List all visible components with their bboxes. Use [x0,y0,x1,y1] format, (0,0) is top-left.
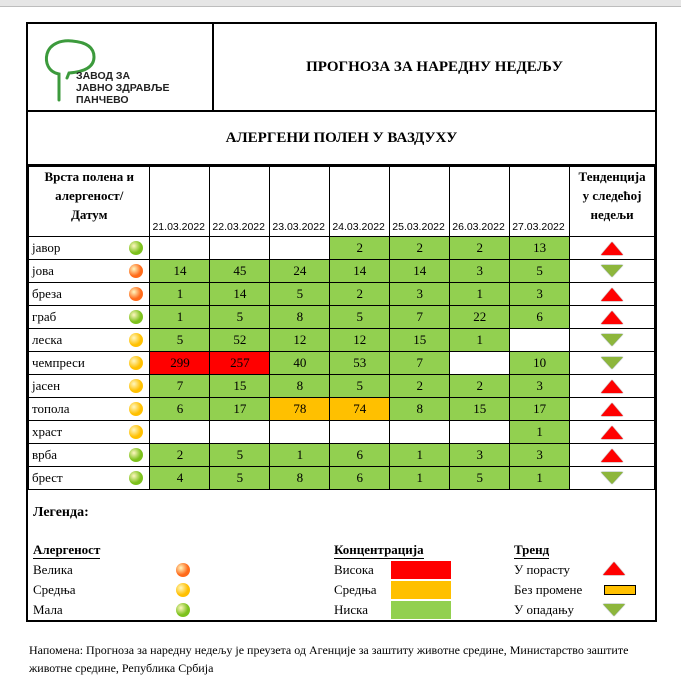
table-row [29,260,655,283]
concentration-cell: 5 [510,260,570,283]
forecast-sheet [26,22,657,622]
species-name: јова [32,263,54,278]
concentration-cell: 5 [210,306,270,329]
concentration-cell: 1 [270,444,330,467]
date-header [450,167,510,237]
document-title: ПРОГНОЗА ЗА НАРЕДНУ НЕДЕЉУ [306,58,563,75]
logo-line-1: ЗАВОД ЗА [76,70,131,82]
species-name: бреза [32,286,62,301]
legend-allergenicity-low: Мала [33,602,63,617]
concentration-cell: 6 [510,306,570,329]
spreadsheet-column-strip [0,0,681,7]
allergenicity-high-dot-icon [176,563,190,577]
legend-trend-down: У опадању [514,602,574,617]
legend-trend-flat: Без промене [514,582,583,597]
trend-up-icon [601,311,623,324]
table-row [29,375,655,398]
legend-allergenicity-high: Велика [33,562,73,577]
date-label: 21.03.2022 [152,221,206,233]
trend-up-icon [601,380,623,393]
concentration-high-swatch [391,561,451,579]
concentration-cell: 5 [270,283,330,306]
concentration-cell: 3 [510,283,570,306]
concentration-cell: 5 [150,329,210,352]
table-row [29,352,655,375]
concentration-cell: 10 [510,352,570,375]
allergenicity-medium-dot-icon [176,583,190,597]
species-name: јасен [32,378,61,393]
concentration-cell: 12 [270,329,330,352]
date-label: 26.03.2022 [452,221,505,233]
table-row [29,421,655,444]
trend-up-icon [601,242,623,255]
logo-text [76,70,169,106]
trend-cell [570,375,655,398]
species-name: брест [32,470,63,485]
concentration-cell: 5 [210,467,270,490]
concentration-cell: 5 [330,306,390,329]
species-name-cell [29,375,150,398]
concentration-cell [270,237,330,260]
allergenicity-low-dot-icon [176,603,190,617]
concentration-cell: 1 [150,283,210,306]
trend-header [570,167,655,237]
trend-cell [570,444,655,467]
trend-down-icon [601,472,623,484]
concentration-cell [450,352,510,375]
trend-down-icon [602,604,626,616]
trend-cell [570,421,655,444]
concentration-cell [270,421,330,444]
date-header [390,167,450,237]
concentration-cell [150,237,210,260]
species-name-cell [29,283,150,306]
concentration-cell: 53 [330,352,390,375]
institute-logo [28,24,214,110]
concentration-cell: 1 [510,421,570,444]
concentration-cell: 2 [150,444,210,467]
concentration-cell: 7 [390,352,450,375]
species-name-cell [29,398,150,421]
concentration-cell: 6 [330,444,390,467]
date-label: 23.03.2022 [272,221,325,233]
concentration-cell: 6 [330,467,390,490]
species-name: граб [32,309,57,324]
table-row [29,237,655,260]
species-header [29,167,150,237]
concentration-cell: 12 [330,329,390,352]
concentration-cell: 14 [330,260,390,283]
date-header [210,167,270,237]
concentration-cell: 2 [450,375,510,398]
concentration-cell: 2 [390,237,450,260]
trend-cell [570,237,655,260]
concentration-cell: 17 [510,398,570,421]
concentration-cell [150,421,210,444]
species-header-line-3: Датум [70,207,108,222]
concentration-cell: 3 [450,444,510,467]
concentration-cell: 3 [510,375,570,398]
legend-allergenicity-medium: Средња [33,582,76,597]
trend-down-icon [601,334,623,346]
concentration-cell: 1 [510,467,570,490]
species-name-cell [29,421,150,444]
trend-up-icon [601,449,623,462]
allergenicity-dot-icon [129,379,143,393]
trend-cell [570,398,655,421]
date-label: 27.03.2022 [512,221,565,233]
species-name-cell [29,237,150,260]
table-row [29,398,655,421]
species-name-cell [29,306,150,329]
species-name-cell [29,260,150,283]
concentration-cell: 15 [210,375,270,398]
legend-allergenicity-title: Алергеност [33,542,101,557]
legend [28,499,655,620]
trend-down-icon [601,265,623,277]
concentration-low-swatch [391,601,451,619]
trend-cell [570,260,655,283]
concentration-cell: 1 [390,467,450,490]
species-name: врба [32,447,58,462]
species-name-cell [29,444,150,467]
concentration-cell: 3 [390,283,450,306]
concentration-cell: 17 [210,398,270,421]
trend-header-line-2: у следећој [582,188,642,203]
species-name: јавор [32,240,61,255]
allergenicity-dot-icon [129,471,143,485]
concentration-cell: 40 [270,352,330,375]
table-row [29,329,655,352]
concentration-cell [450,421,510,444]
trend-up-icon [601,288,623,301]
concentration-cell: 22 [450,306,510,329]
concentration-cell: 6 [150,398,210,421]
species-name: храст [32,424,63,439]
allergenicity-dot-icon [129,425,143,439]
concentration-cell: 74 [330,398,390,421]
trend-cell [570,306,655,329]
concentration-cell: 1 [150,306,210,329]
date-label: 24.03.2022 [332,221,385,233]
trend-cell [570,467,655,490]
trend-up-icon [601,426,623,439]
concentration-cell: 14 [390,260,450,283]
footnote: Напомена: Прогноза за наредну недељу је преузета од Агенције за заштиту животне средине, Министарство заштите животне средине, Република Србија [29,643,629,675]
species-header-line-2: алергеност/ [55,188,124,203]
concentration-cell: 8 [270,306,330,329]
table-row [29,283,655,306]
concentration-cell: 5 [330,375,390,398]
trend-cell [570,329,655,352]
concentration-cell: 2 [390,375,450,398]
concentration-cell: 15 [390,329,450,352]
trend-header-line-1: Тенденција [578,169,646,184]
allergenicity-dot-icon [129,448,143,462]
trend-header-line-3: недељи [590,207,634,222]
date-header [510,167,570,237]
date-label: 22.03.2022 [212,221,265,233]
species-name: чемпреси [32,355,85,370]
concentration-cell: 3 [450,260,510,283]
allergenicity-dot-icon [129,310,143,324]
concentration-medium-swatch [391,581,451,599]
concentration-cell: 5 [450,467,510,490]
concentration-cell: 299 [150,352,210,375]
legend-concentration-high: Висока [334,562,374,577]
legend-concentration-medium: Средња [334,582,377,597]
legend-concentration-low: Ниска [334,602,369,617]
pollen-table [28,166,655,490]
table-row [29,444,655,467]
concentration-cell [330,421,390,444]
allergenicity-dot-icon [129,287,143,301]
allergenicity-dot-icon [129,356,143,370]
trend-flat-icon [602,585,638,595]
allergenicity-dot-icon [129,241,143,255]
concentration-cell: 15 [450,398,510,421]
concentration-cell: 1 [450,329,510,352]
concentration-cell: 78 [270,398,330,421]
species-header-line-1: Врста полена и [44,169,135,184]
table-row [29,467,655,490]
concentration-cell: 7 [150,375,210,398]
allergenicity-dot-icon [129,402,143,416]
date-header [270,167,330,237]
concentration-cell: 13 [510,237,570,260]
header-row [28,24,655,112]
date-label: 25.03.2022 [392,221,445,233]
concentration-cell: 7 [390,306,450,329]
concentration-cell [210,421,270,444]
legend-trend-up: У порасту [514,562,570,577]
concentration-cell: 5 [210,444,270,467]
section-title: АЛЕРГЕНИ ПОЛЕН У ВАЗДУХУ [28,112,655,166]
concentration-cell: 4 [150,467,210,490]
trend-up-icon [601,403,623,416]
concentration-cell: 14 [210,283,270,306]
legend-title: Легенда: [33,505,89,520]
trend-cell [570,352,655,375]
concentration-cell: 8 [270,375,330,398]
concentration-cell: 14 [150,260,210,283]
legend-trend-title: Тренд [514,542,550,557]
table-row [29,306,655,329]
species-name-cell [29,329,150,352]
concentration-cell: 52 [210,329,270,352]
logo-line-3: ПАНЧЕВО [76,94,129,106]
species-name: топола [32,401,70,416]
concentration-cell: 257 [210,352,270,375]
concentration-cell: 2 [330,283,390,306]
concentration-cell: 8 [390,398,450,421]
date-header [330,167,390,237]
concentration-cell: 24 [270,260,330,283]
concentration-cell [390,421,450,444]
logo-line-2: ЈАВНО ЗДРАВЉЕ [76,82,170,94]
species-name-cell [29,467,150,490]
concentration-cell: 2 [450,237,510,260]
trend-cell [570,283,655,306]
concentration-cell: 2 [330,237,390,260]
date-header [150,167,210,237]
concentration-cell: 3 [510,444,570,467]
concentration-cell [210,237,270,260]
concentration-cell: 45 [210,260,270,283]
concentration-cell: 8 [270,467,330,490]
concentration-cell: 1 [390,444,450,467]
concentration-cell [510,329,570,352]
allergenicity-dot-icon [129,333,143,347]
species-name-cell [29,352,150,375]
concentration-cell: 1 [450,283,510,306]
legend-concentration-title: Концентрација [334,542,424,557]
trend-down-icon [601,357,623,369]
allergenicity-dot-icon [129,264,143,278]
species-name: леска [32,332,63,347]
trend-up-icon [602,562,626,575]
